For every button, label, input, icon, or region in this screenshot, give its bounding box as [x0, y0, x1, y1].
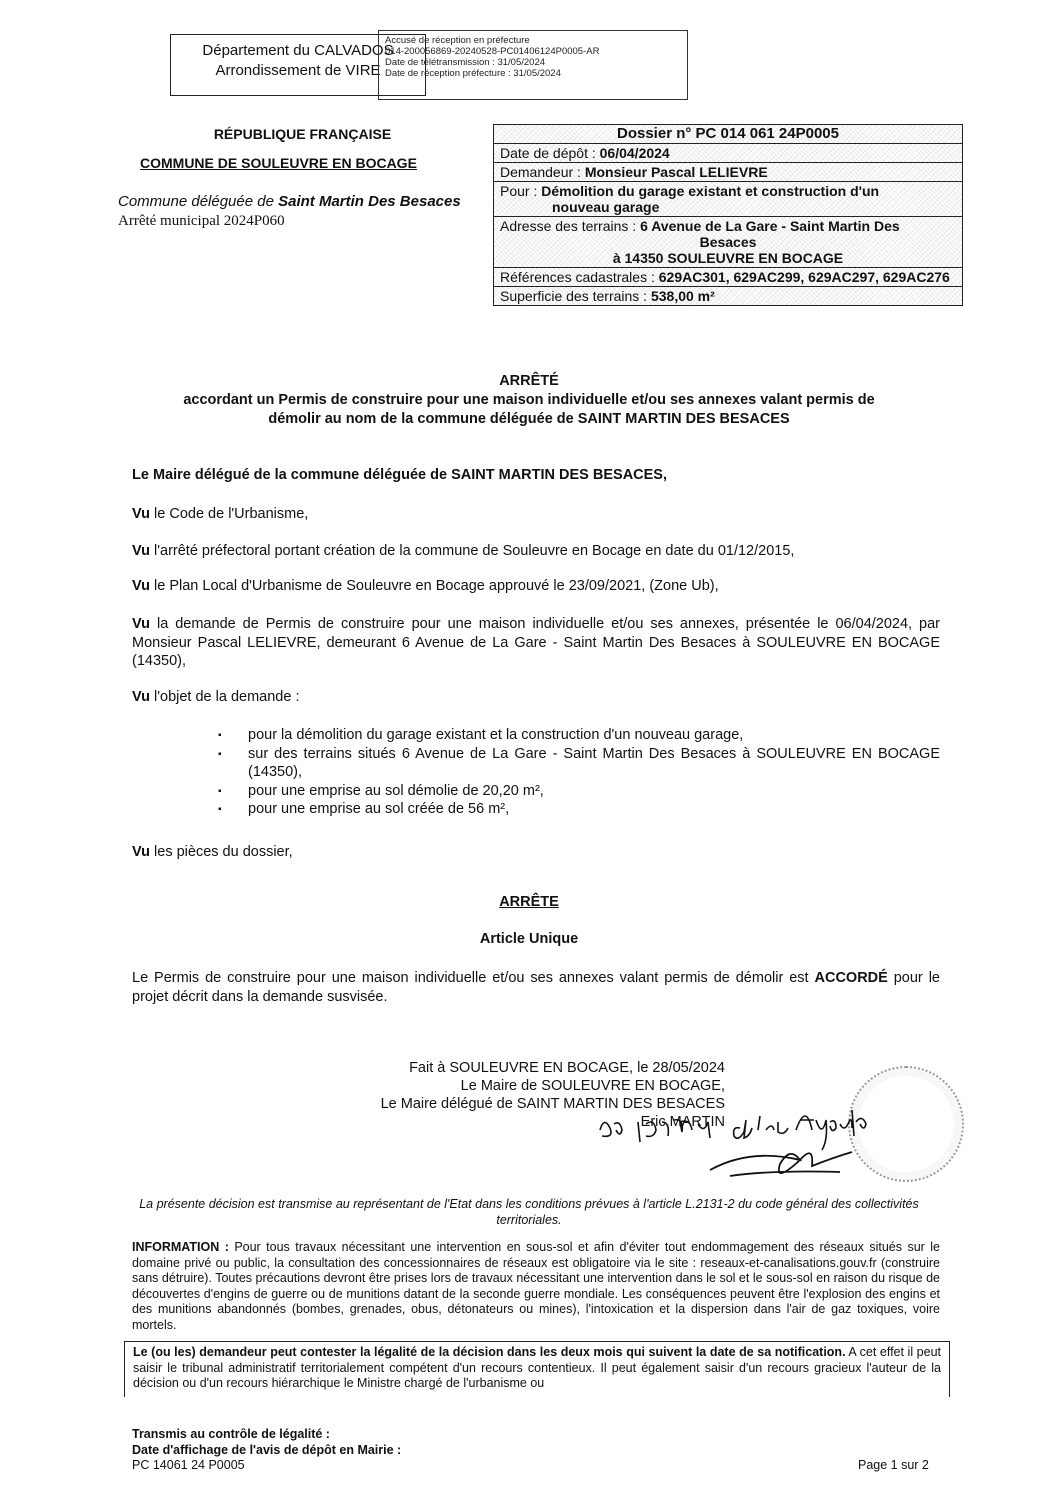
- demandeur-label: Demandeur :: [500, 164, 585, 180]
- dossier-depot: [494, 143, 962, 162]
- dossier-references: [494, 267, 962, 286]
- list-item: ▪ sur des terrains situés 6 Avenue de La Gare - Saint Martin Des Besaces à SOULEUVRE EN BOCAGE (14350),: [218, 745, 940, 782]
- commune-deleguee: [118, 193, 461, 210]
- maire-line: Le Maire de SOULEUVRE EN BOCAGE,: [460, 1078, 725, 1094]
- accorde-text: ACCORDÉ: [814, 970, 888, 986]
- adresse-label: Adresse des terrains :: [500, 218, 641, 234]
- title-arrete: ARRÊTÉ: [499, 373, 559, 389]
- vu-label: Vu: [132, 844, 150, 860]
- demande-list: [218, 726, 940, 819]
- list-item: ▪ pour une emprise au sol démolie de 20,20 m²,: [218, 782, 940, 801]
- dossier-superficie: [494, 286, 962, 305]
- recours-box: [124, 1341, 950, 1397]
- vu-paragraph: [132, 688, 940, 707]
- arrete-heading: ARRÊTE: [499, 894, 559, 910]
- dossier-adresse: [494, 216, 962, 267]
- information-paragraph: [132, 1240, 940, 1333]
- list-item: ▪ pour la démolition du garage existant et la construction d'un nouveau garage,: [218, 726, 940, 745]
- page-number: Page 1 sur 2: [858, 1458, 929, 1472]
- vu-label: Vu: [132, 506, 150, 522]
- dossier-box: [493, 124, 963, 306]
- document-title: [100, 372, 958, 429]
- adresse-value: 6 Avenue de La Gare - Saint Martin Des: [640, 218, 900, 234]
- prefecture-stamp: [378, 30, 688, 100]
- fait-line: Fait à SOULEUVRE EN BOCAGE, le 28/05/2024: [409, 1060, 725, 1076]
- recours-bold: Le (ou les) demandeur peut contester la légalité de la décision dans les deux mois qui suivent la date de sa notification.: [133, 1345, 846, 1359]
- handwritten-signature: [590, 1100, 890, 1190]
- dossier-number: Dossier n° PC 014 061 24P0005: [494, 125, 962, 143]
- decision-text: Le Permis de construire pour une maison individuelle et/ou ses annexes valant permis de démolir est: [132, 970, 815, 986]
- vu-paragraph: [132, 843, 940, 862]
- decision-paragraph: [132, 969, 940, 1006]
- references-value: 629AC301, 629AC299, 629AC297, 629AC276: [658, 269, 950, 285]
- maire-text: Le Maire délégué de la commune déléguée de SAINT MARTIN DES BESACES,: [132, 467, 668, 483]
- decision-text-end: pour le projet décrit dans la demande susvisée.: [132, 970, 940, 1005]
- demandeur-value: Monsieur Pascal LELIEVRE: [584, 164, 768, 180]
- footer: [132, 1427, 401, 1474]
- adresse-value-cont: Besaces: [699, 234, 757, 250]
- vu-label: Vu: [132, 616, 150, 632]
- footer-affichage: Date d'affichage de l'avis de dépôt en Mairie :: [132, 1442, 402, 1457]
- pour-value-cont: nouveau garage: [552, 199, 660, 215]
- vu-text: le Plan Local d'Urbanisme de Souleuvre en Bocage approuvé le 23/09/2021, (Zone Ub),: [150, 578, 719, 594]
- nom-line: Eric MARTIN: [640, 1114, 725, 1130]
- stamp-line: Accusé de réception en préfecture: [385, 35, 530, 46]
- depot-value: 06/04/2024: [599, 145, 670, 161]
- vu-text: l'objet de la demande :: [150, 689, 300, 705]
- vu-paragraph: [132, 542, 940, 561]
- references-label: Références cadastrales :: [500, 269, 659, 285]
- vu-text: l'arrêté préfectoral portant création de la commune de Souleuvre en Bocage en date du 01/12/2015,: [150, 543, 795, 559]
- list-item: ▪ pour une emprise au sol créée de 56 m²,: [218, 800, 940, 819]
- vu-text: la demande de Permis de construire pour une maison individuelle et/ou ses annexes, présentée le 06/04/2024, par Monsieur Pascal LELIEVRE, demeurant 6 Avenue de La Gare - Saint Martin Des Besaces à SOULEUVRE EN BOCAGE (14350),: [132, 616, 940, 669]
- depot-label: Date de dépôt :: [500, 145, 600, 161]
- vu-text: les pièces du dossier,: [150, 844, 293, 860]
- pour-value: Démolition du garage existant et construction d'un: [541, 183, 880, 199]
- stamp-line: Date de télétransmission : 31/05/2024: [385, 57, 546, 68]
- stamp-line: Date de réception préfecture : 31/05/2024: [385, 68, 561, 79]
- footer-transmis: Transmis au contrôle de légalité :: [132, 1427, 330, 1441]
- dossier-demandeur: [494, 162, 962, 181]
- departement-text: Département du CALVADOS: [202, 42, 394, 59]
- vu-paragraph: [132, 577, 940, 596]
- title-line: démolir au nom de la commune déléguée de SAINT MARTIN DES BESACES: [268, 411, 790, 427]
- deleguee-name: Saint Martin Des Besaces: [278, 193, 461, 210]
- deleguee-prefix: Commune déléguée de: [118, 193, 279, 210]
- vu-label: Vu: [132, 543, 150, 559]
- vu-text: le Code de l'Urbanisme,: [150, 506, 309, 522]
- title-line: accordant un Permis de construire pour une maison individuelle et/ou ses annexes valant permis de: [183, 392, 875, 408]
- vu-label: Vu: [132, 689, 150, 705]
- info-label: INFORMATION :: [132, 1240, 235, 1254]
- arrete-municipal: Arrêté municipal 2024P060: [118, 213, 285, 229]
- superficie-value: 538,00 m²: [650, 288, 715, 304]
- maire-delegue-sign-line: Le Maire délégué de SAINT MARTIN DES BESACES: [380, 1096, 725, 1112]
- stamp-line: 014-200056869-20240528-PC01406124P0005-AR: [385, 46, 600, 57]
- pour-label: Pour :: [500, 183, 542, 199]
- superficie-label: Superficie des terrains :: [500, 288, 651, 304]
- adresse-value-city: à 14350 SOULEUVRE EN BOCAGE: [612, 250, 844, 266]
- vu-paragraph: [132, 615, 940, 671]
- recours-text: A cet effet il peut saisir le tribunal administratif territorialement compétent d'un recours contentieux. Il peut également saisir d'un recours gracieux l'auteur de la décision ou d'un recours hiérarchique le Ministre chargé de l'urbanisme ou: [133, 1345, 941, 1390]
- vu-label: Vu: [132, 578, 150, 594]
- dossier-pour: [494, 181, 962, 216]
- arrondissement-text: Arrondissement de VIRE: [215, 62, 381, 79]
- republique-heading: RÉPUBLIQUE FRANÇAISE: [213, 126, 392, 142]
- maire-delegue-line: [132, 466, 940, 485]
- commune-heading: COMMUNE DE SOULEUVRE EN BOCAGE: [140, 155, 417, 171]
- info-text: Pour tous travaux nécessitant une intervention en sous-sol et afin d'éviter tout endommagement des réseaux situés sur le domaine privé ou public, la consultation des concessionnaires de réseaux est obligatoire via le site : reseaux-et-canalisations.gouv.fr (construire sans détruire). Toutes précautions devront être prises lors de travaux nécessitant une intervention dans le sol et le sous-sol en raison du risque de découvertes d'engins de guerre ou de munitions datant de la seconde guerre mondiale. Les conséquences peuvent être l'explosion des engins et des munitions abandonnés (bombes, grenades, obus, détonateurs ou mines), l'intoxication et la dispersion dans l'air de gaz toxiques, voire mortels.: [132, 1240, 940, 1332]
- footer-reference: PC 14061 24 P0005: [132, 1458, 245, 1472]
- article-heading: Article Unique: [479, 931, 579, 947]
- transmission-notice: La présente décision est transmise au représentant de l'Etat dans les conditions prévues à l'article L.2131-2 du code général des collectivités territoriales.: [139, 1197, 919, 1227]
- vu-paragraph: [132, 505, 940, 524]
